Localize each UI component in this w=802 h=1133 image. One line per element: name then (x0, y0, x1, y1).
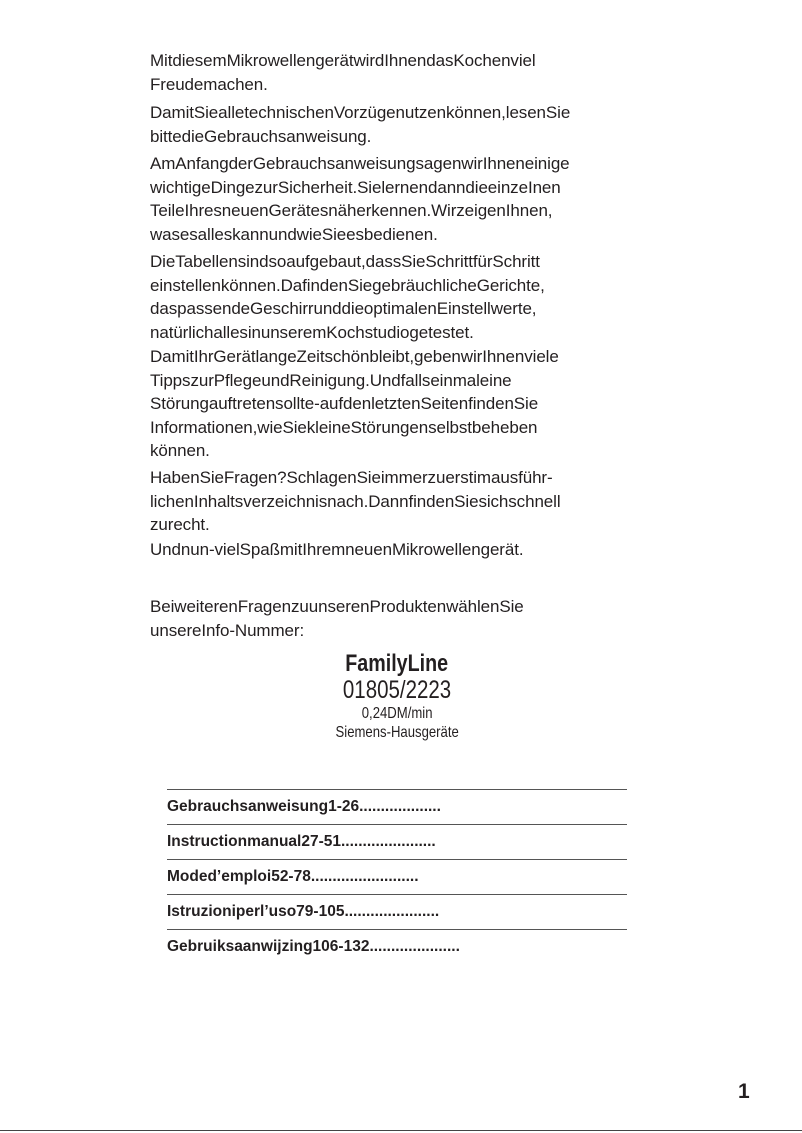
toc-entry-italian: Istruzioniperl’uso79-105...................... (167, 894, 627, 929)
text-line: natürlichallesinunseremKochstudiogetestet. (150, 322, 474, 342)
brand-text: FamilyLine (345, 650, 449, 677)
phone-text: 01805/2223 (342, 676, 452, 704)
paragraph-read-manual (150, 101, 570, 148)
text-line: DieTabellensindsoaufgebaut,dassSieSchrittfürSchritt (150, 252, 540, 271)
paragraph-info-number (150, 595, 524, 642)
company-text: Siemens-Hausgeräte (335, 724, 459, 741)
text-line: lichenInhaltsverzeichnisnach.DannfindenSiesichschnell (150, 491, 561, 511)
paragraph-care (150, 345, 559, 463)
hotline-rate (0, 705, 794, 723)
paragraph-tables (150, 250, 545, 344)
text-line: HabenSieFragen?SchlagenSieimmerzuerstimausführ- (150, 468, 553, 487)
text-line: unsereInfo-Nummer: (150, 620, 305, 640)
paragraph-safety (150, 152, 570, 246)
page-number: 1 (738, 1080, 750, 1103)
text-line: einstellenkönnen.DafindenSiegebräuchlicheGerichte, (150, 275, 545, 295)
text-line: Undnun-vielSpaßmitIhremneuenMikrowellengerät. (150, 540, 524, 559)
text-line: Störungauftretensollte-aufdenletztenSeitenfindenSie (150, 394, 539, 414)
text-line: wichtigeDingezurSicherheit.SielernendanndieeinzeInen (150, 177, 561, 197)
text-line: können. (150, 441, 210, 461)
text-line: bittedieGebrauchsanweisung. (150, 126, 372, 146)
toc-entry-french: Moded’emploi52-78......................... (167, 859, 627, 894)
hotline-company (0, 724, 794, 742)
toc-entry-dutch: Gebruiksaanwijzing106-132..................... (167, 929, 627, 964)
text-line: DamitSiealletechnischenVorzügenutzenkönnen,lesenSie (150, 103, 571, 122)
bottom-divider (0, 1130, 802, 1131)
hotline-phone (0, 676, 794, 705)
paragraph-enjoy (150, 538, 523, 562)
text-line: Informationen,wieSiekleineStörungenselbstbeheben (150, 417, 538, 437)
paragraph-questions (150, 466, 561, 537)
hotline-brand (0, 650, 794, 678)
text-line: wasesalleskannundwieSieesbedienen. (150, 224, 438, 244)
text-line: BeiweiterenFragenzuunserenProduktenwählenSie (150, 597, 524, 616)
text-line: AmAnfangderGebrauchsanweisungsagenwirIhneneinige (150, 154, 570, 173)
rate-text: 0,24DM/min (361, 705, 433, 722)
paragraph-intro (150, 49, 536, 96)
text-line: daspassendeGeschirrunddieoptimalenEinstellwerte, (150, 299, 537, 319)
toc-entry-german: Gebrauchsanweisung1-26................... (167, 789, 627, 824)
text-line: zurecht. (150, 515, 210, 535)
table-of-contents (167, 789, 627, 964)
text-line: Freudemachen. (150, 74, 268, 94)
text-line: TeileIhresneuenGerätesnäherkennen.WirzeigenIhnen, (150, 201, 553, 221)
text-line: TippszurPflegeundReinigung.Undfallseinmaleine (150, 370, 512, 390)
text-line: MitdiesemMikrowellengerätwirdIhnendasKochenviel (150, 51, 536, 70)
text-line: DamitIhrGerätlangeZeitschönbleibt,gebenwirIhnenviele (150, 347, 559, 366)
toc-entry-english: Instructionmanual27-51...................... (167, 824, 627, 859)
